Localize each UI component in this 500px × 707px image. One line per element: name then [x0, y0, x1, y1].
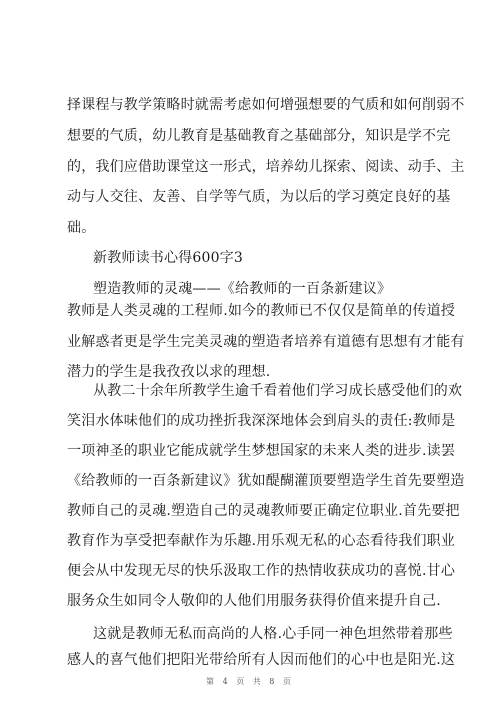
paragraph-line: 础。: [67, 220, 96, 236]
paragraph-line: 潜力的学生是我孜孜以求的理想.: [67, 364, 271, 380]
paragraph-line: 业解惑者更是学生完美灵魂的塑造者培养有道德有思想有才能有: [67, 334, 465, 350]
paragraph-line: 教师是人类灵魂的工程师.如今的教师已不仅仅是简单的传道授: [67, 303, 456, 319]
paragraph-line: 择课程与教学策略时就需考虑如何增强想要的气质和如何削弱不: [67, 97, 465, 113]
paragraph-line: 笑泪水体味他们的成功挫折我深深地体会到肩头的责任:教师是: [67, 413, 456, 429]
paragraph-line: 感人的喜气他们把阳光带给所有人因而他们的心中也是阳光.这: [67, 652, 456, 668]
page-number-footer: 第 4 页 共 8 页: [206, 677, 294, 686]
paragraph-line: 便会从中发现无尽的快乐汲取工作的热情收获成功的喜悦.甘心: [67, 563, 456, 579]
paragraph-line: 的，我们应借助课堂这一形式，培养幼儿探索、阅读、动手、主: [67, 159, 465, 175]
paragraph-line: 一项神圣的职业它能成就学生梦想国家的未来人类的进步.读罢: [67, 443, 456, 459]
paragraph-line: 想要的气质，幼儿教育是基础教育之基础部分，知识是学不完: [67, 128, 451, 144]
paragraph-line: 动与人交往、友善、自学等气质，为以后的学习奠定良好的基: [67, 189, 451, 205]
section-heading: 新教师读书心得600字3: [93, 250, 244, 266]
paragraph-line: 服务众生如同令人敬仰的人他们用服务获得价值来提升自己.: [67, 593, 441, 609]
paragraph-line: 教师自己的灵魂.塑造自己的灵魂教师要正确定位职业.首先要把: [67, 503, 460, 519]
article-subtitle: 塑造教师的灵魂——《给教师的一百条新建议》: [93, 281, 392, 297]
paragraph-line: 从教二十余年所教学生逾千看着他们学习成长感受他们的欢: [93, 383, 463, 399]
paragraph-line: 《给教师的一百条新建议》犹如醍醐灌顶要塑造学生首先要塑造: [67, 473, 465, 489]
paragraph-line: 这就是教师无私而高尚的人格.心手同一神色坦然带着那些: [93, 626, 453, 642]
paragraph-line: 教育作为享受把奉献作为乐趣.用乐观无私的心态看待我们职业: [67, 533, 456, 549]
